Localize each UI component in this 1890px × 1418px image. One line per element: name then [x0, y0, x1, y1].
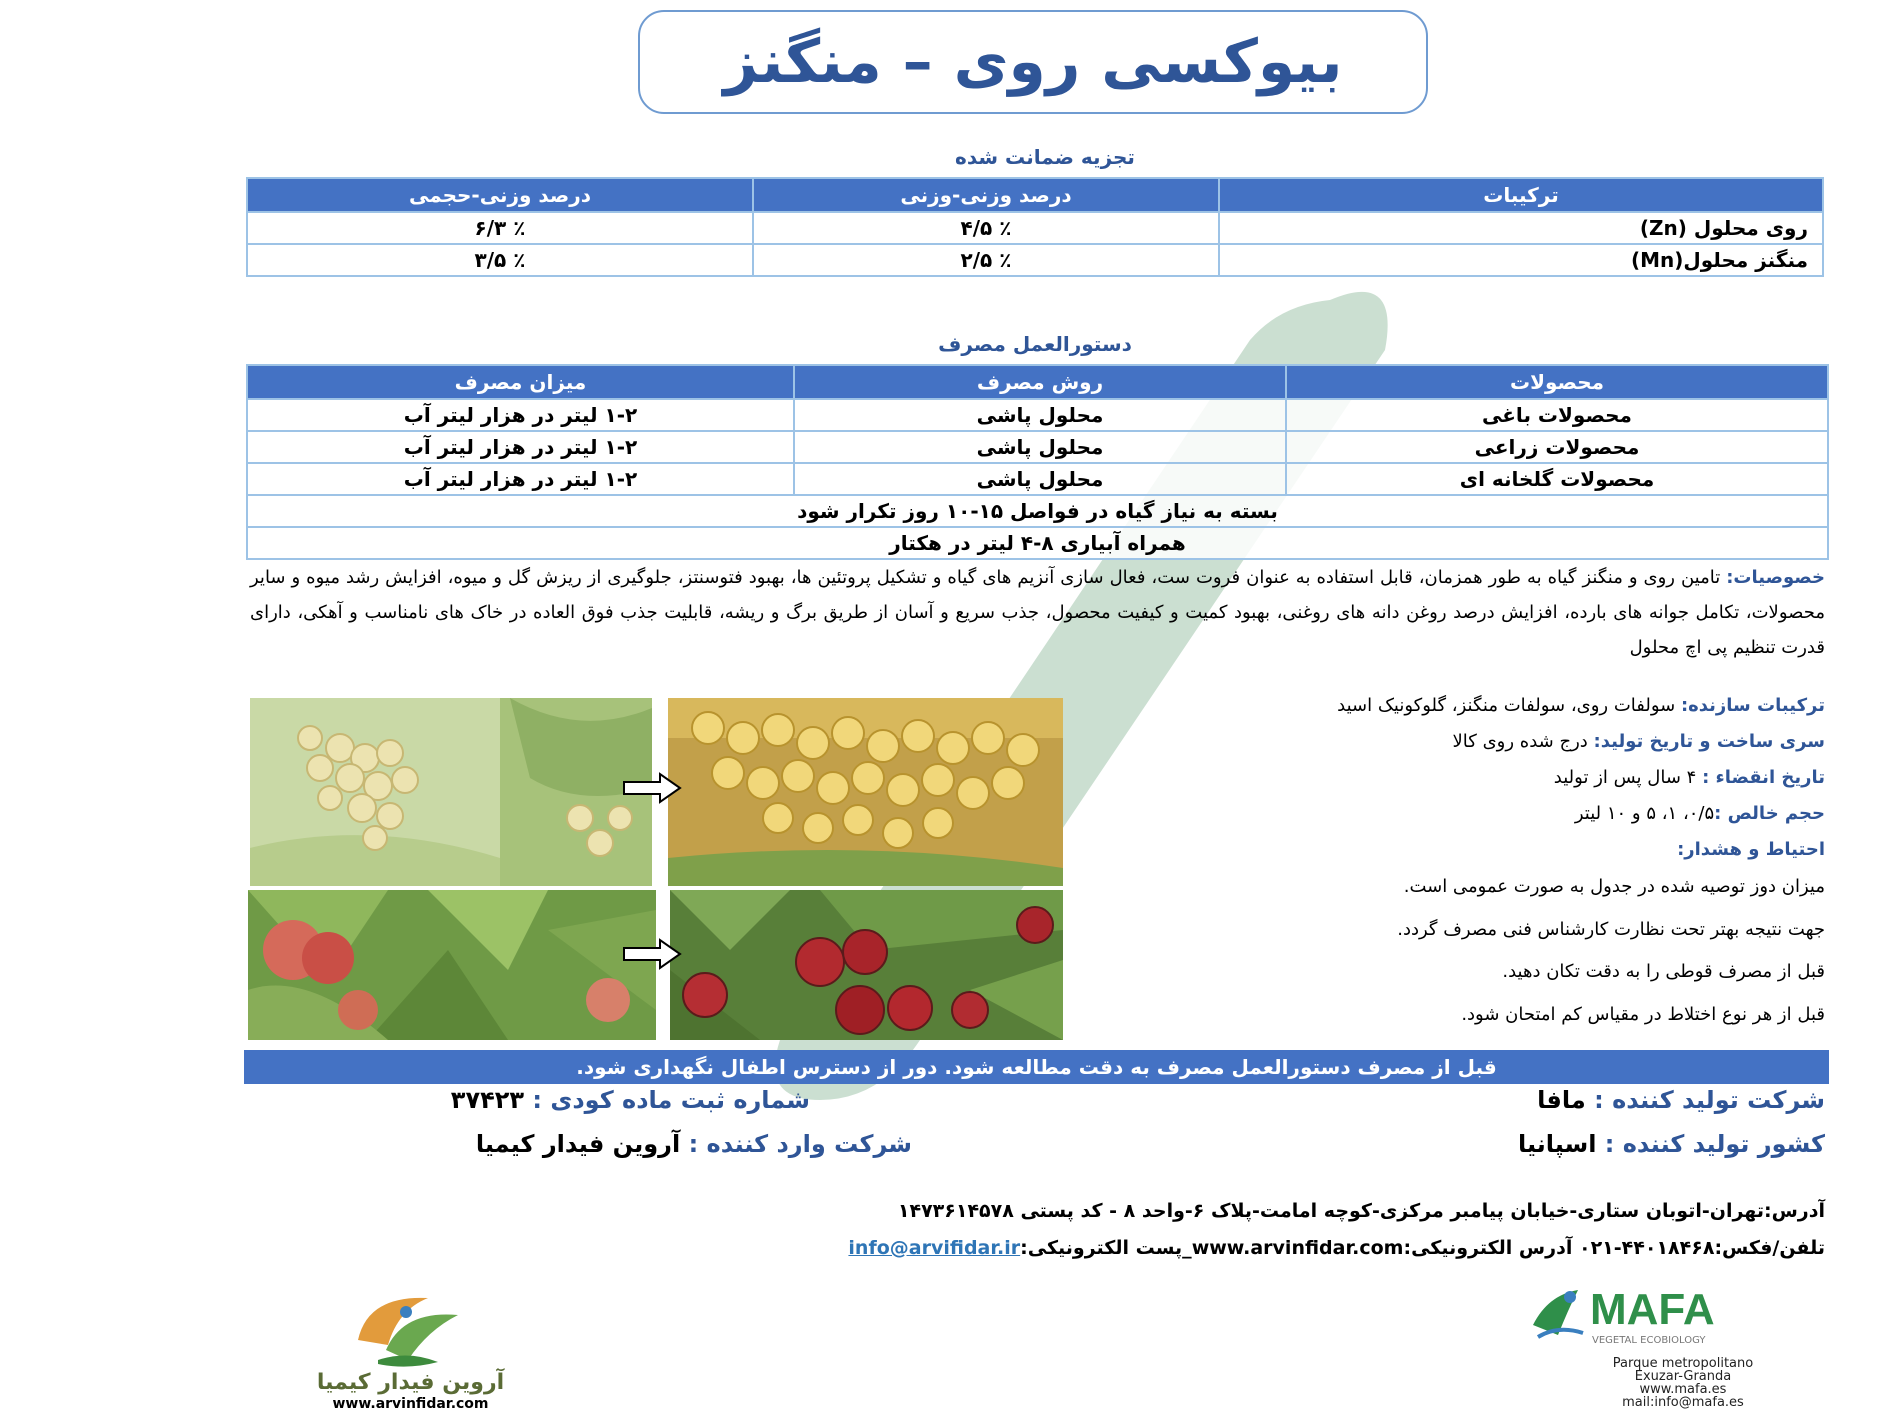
- usage-header: محصولات: [1286, 365, 1828, 399]
- registration-label: شماره ثبت ماده کودی :: [532, 1086, 810, 1114]
- volume-label: حجم خالص :: [1714, 803, 1825, 824]
- phone-line: [848, 1237, 1825, 1259]
- usage-cell: محلول پاشی: [794, 431, 1286, 463]
- usage-cell: محصولات باغی: [1286, 399, 1828, 431]
- arrow-right-icon: [622, 938, 682, 970]
- analysis-cell: روی محلول (Zn): [1219, 212, 1823, 244]
- registration-value: ۳۷۴۲۳: [450, 1086, 533, 1114]
- warning-label: احتیاط و هشدار:: [1677, 839, 1825, 860]
- mafa-web: www.mafa.es: [1639, 1382, 1727, 1397]
- analysis-header: ترکیبات: [1219, 178, 1823, 212]
- mafa-sub: VEGETAL ECOBIOLOGY: [1592, 1335, 1706, 1346]
- mafa-addr2: Exuzar-Granda: [1634, 1369, 1732, 1384]
- usage-cell: محصولات زراعی: [1286, 431, 1828, 463]
- warning-item: جهت نتیجه بهتر تحت نظارت کارشناس فنی مصرف گردد.: [1397, 919, 1825, 940]
- usage-cell: محصولات گلخانه ای: [1286, 463, 1828, 495]
- importer-line: [476, 1130, 912, 1158]
- importer-label: شرکت وارد کننده :: [688, 1130, 912, 1158]
- country-label: کشور تولید کننده :: [1604, 1130, 1825, 1158]
- title-box: [638, 10, 1428, 114]
- table-row: [247, 463, 1828, 495]
- usage-note: بسته به نیاز گیاه در فواصل ۱۵-۱۰ روز تکرار شود: [247, 495, 1828, 527]
- mafa-emblem-icon: [1528, 1285, 1588, 1345]
- analysis-cell: ٪ ۴/۵: [753, 212, 1219, 244]
- expiry-line: [1065, 767, 1825, 788]
- table-row: [247, 495, 1828, 527]
- importer-value: آروین فیدار کیمیا: [475, 1130, 689, 1158]
- email-link[interactable]: info@arvifidar.ir: [848, 1237, 1021, 1259]
- analysis-header: درصد وزنی-وزنی: [753, 178, 1219, 212]
- volume-value: ۰/۵، ۱، ۵ و ۱۰ لیتر: [1574, 803, 1715, 824]
- analysis-header-row: [247, 178, 1823, 212]
- grapes-after-photo: [668, 698, 1063, 886]
- warning-item: میزان دوز توصیه شده در جدول به صورت عمومی است.: [1403, 876, 1825, 897]
- table-row: [247, 399, 1828, 431]
- usage-cell: محلول پاشی: [794, 463, 1286, 495]
- leaf-icon: [348, 1290, 468, 1370]
- country-value: اسپانیا: [1517, 1130, 1605, 1158]
- arvin-name: آروین فیدار کیمیا: [316, 1370, 505, 1395]
- mafa-addr1: Parque metropolitano: [1612, 1356, 1754, 1371]
- warning-item: قبل از هر نوع اختلاط در مقیاس کم امتحان شود.: [1461, 1004, 1825, 1025]
- analysis-table: [246, 177, 1824, 277]
- apples-before-photo: [248, 890, 656, 1040]
- features-paragraph: [250, 560, 1825, 665]
- analysis-cell: ٪ ۶/۳: [247, 212, 753, 244]
- arrow-right-icon: [622, 772, 682, 804]
- manufacturer-line: [1537, 1086, 1825, 1114]
- expiry-label: تاریخ انقضاء :: [1702, 767, 1825, 788]
- grapes-before-photo: [250, 698, 652, 886]
- expiry-value: ۴ سال پس از تولید: [1553, 767, 1703, 788]
- warning-item: قبل از مصرف قوطی را به دقت تکان دهید.: [1502, 961, 1825, 982]
- mafa-logo: [1528, 1285, 1813, 1415]
- analysis-cell: ٪ ۳/۵: [247, 244, 753, 276]
- usage-note: همراه آبیاری ۸-۴ لیتر در هکتار: [247, 527, 1828, 559]
- usage-cell: ۱-۲ لیتر در هزار لیتر آب: [247, 431, 794, 463]
- product-title: بیوکسی روی – منگنز: [723, 27, 1343, 97]
- analysis-header: درصد وزنی-حجمی: [247, 178, 753, 212]
- warning-heading: [1065, 839, 1825, 860]
- batch-label: سری ساخت و تاریخ تولید:: [1593, 731, 1825, 752]
- warning-banner: قبل از مصرف دستورالعمل مصرف به دقت مطالعه شود. دور از دسترس اطفال نگهداری شود.: [244, 1050, 1829, 1084]
- ingredients-value: سولفات روی، سولفات منگنز، گلوکونیک اسید: [1337, 695, 1681, 716]
- usage-header-row: [247, 365, 1828, 399]
- usage-header: میزان مصرف: [247, 365, 794, 399]
- address-line: آدرس:تهران-اتوبان ستاری-خیابان پیامبر مرکزی-کوچه امامت-پلاک ۶-واحد ۸ - کد پستی ۱۴۷۳۶۱۴۵۷۸: [897, 1200, 1825, 1222]
- batch-value: درج شده روی کالا: [1452, 731, 1594, 752]
- arvin-url: www.arvinfidar.com: [332, 1396, 489, 1412]
- usage-cell: ۱-۲ لیتر در هزار لیتر آب: [247, 399, 794, 431]
- usage-table: [246, 364, 1829, 560]
- table-row: [247, 212, 1823, 244]
- usage-header: روش مصرف: [794, 365, 1286, 399]
- batch-line: [1065, 731, 1825, 752]
- mafa-address: [1558, 1357, 1808, 1409]
- country-line: [1518, 1130, 1825, 1158]
- apples-after-photo: [670, 890, 1063, 1040]
- analysis-title: تجزیه ضمانت شده: [955, 145, 1135, 169]
- usage-title: دستورالعمل مصرف: [938, 332, 1132, 356]
- volume-line: [1065, 803, 1825, 824]
- features-text: تامین روی و منگنز گیاه به طور همزمان، قابل استفاده به عنوان فروت ست، فعال سازی آنزیم های گیاه و تشکیل پروتئین ها، بهبود فتوسنتز، جلوگیری از ریزش گل و میوه، افزایش رشد میوه و سایر محصولات، تکامل جوانه های بارده، افزایش درصد روغن دانه های روغنی، بهبود کمیت و کیفیت محصول، جذب سریع و آسان از طریق برگ و ریشه، قابلیت جذب فوق العاده در خاک های نامناسب و آهکی، دارای قدرت تنظیم پی اچ محلول: [250, 567, 1825, 658]
- usage-cell: محلول پاشی: [794, 399, 1286, 431]
- phone-text: تلفن/فکس:۴۴۰۱۸۴۶۸-۰۲۱ آدرس الکترونیکی:www.arvinfidar.com_پست الکترونیکی:: [1020, 1237, 1825, 1259]
- usage-cell: ۱-۲ لیتر در هزار لیتر آب: [247, 463, 794, 495]
- manufacturer-value: مافا: [1537, 1086, 1595, 1114]
- manufacturer-label: شرکت تولید کننده :: [1594, 1086, 1825, 1114]
- mafa-name: MAFA: [1590, 1285, 1715, 1334]
- table-row: [247, 431, 1828, 463]
- features-label: خصوصیات:: [1726, 567, 1825, 588]
- ingredients-label: ترکیبات سازنده:: [1680, 695, 1825, 716]
- ingredients-line: [1065, 695, 1825, 716]
- registration-line: [451, 1086, 810, 1114]
- arvin-logo: [268, 1290, 553, 1415]
- table-row: [247, 527, 1828, 559]
- table-row: [247, 244, 1823, 276]
- analysis-cell: منگنز محلول(Mn): [1219, 244, 1823, 276]
- mafa-mail: mail:info@mafa.es: [1622, 1395, 1744, 1410]
- analysis-cell: ٪ ۲/۵: [753, 244, 1219, 276]
